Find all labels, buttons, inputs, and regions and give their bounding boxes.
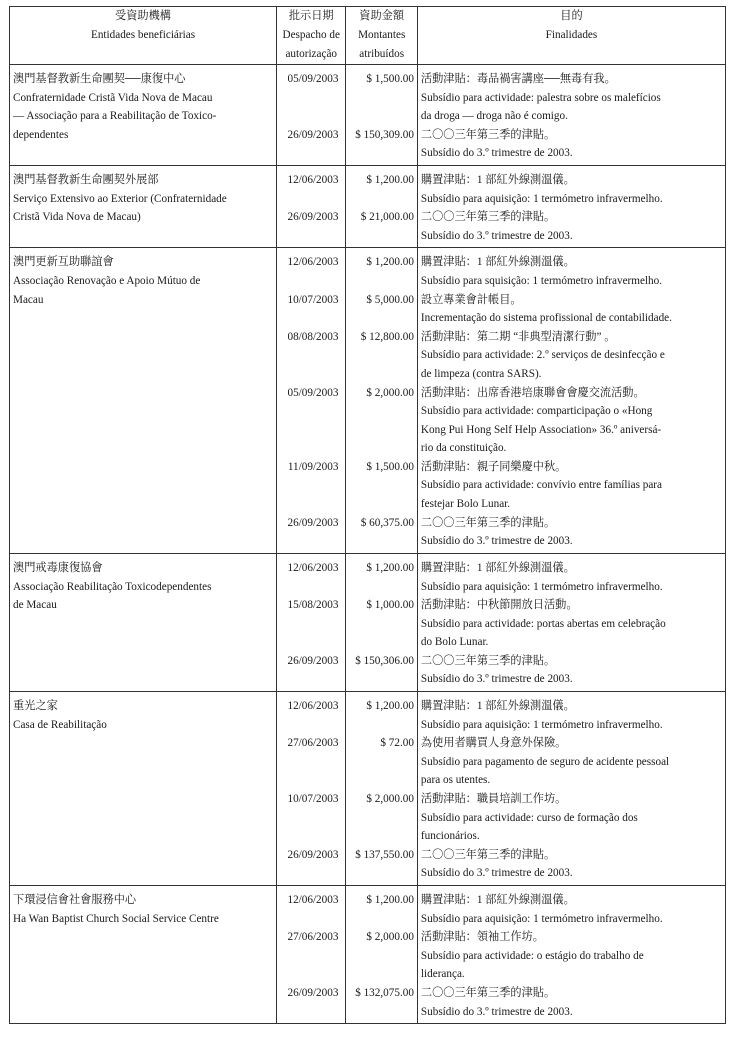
approval-date: 08/08/2003: [287, 330, 339, 343]
purpose-entry: [421, 891, 722, 928]
purpose-entry: [421, 126, 722, 163]
purpose-cell: [417, 886, 725, 1024]
entity-cell: [10, 553, 277, 691]
purpose-line: funcionários.: [420, 830, 480, 843]
entity-cell: [10, 248, 277, 554]
approval-date: 11/09/2003: [287, 460, 339, 473]
subsidy-amount: $ 1,200.00: [366, 561, 414, 574]
purpose-line: 二〇〇三年第三季的津貼。: [420, 848, 556, 861]
approval-date: 27/06/2003: [287, 931, 339, 944]
approval-date: 10/07/2003: [287, 293, 339, 306]
amount-cell: [346, 886, 417, 1024]
purpose-line: para os utentes.: [420, 774, 491, 787]
purpose-line: 活動津貼：親子同樂慶中秋。: [420, 460, 567, 473]
purpose-entry: [421, 253, 722, 290]
entity-group: [10, 886, 726, 1024]
subsidy-amount: $ 150,306.00: [355, 654, 414, 667]
date-cell: [277, 692, 346, 886]
approval-date: 05/09/2003: [287, 73, 339, 85]
purpose-line: 為使用者購買人身意外保險。: [420, 737, 567, 750]
entity-group: [10, 248, 726, 554]
purpose-entry: [421, 171, 722, 208]
purpose-entry: [421, 652, 722, 689]
purpose-line: 活動津貼：毒品禍害講座──無毒有我。: [420, 73, 616, 85]
date-cell: [277, 165, 346, 247]
approval-date: 27/06/2003: [287, 737, 339, 750]
approval-date: 12/06/2003: [287, 173, 339, 186]
purpose-line: rio da constituição.: [420, 442, 507, 455]
purpose-entry: [421, 790, 722, 846]
approval-date: 26/09/2003: [287, 987, 339, 1000]
purpose-entry: [421, 458, 722, 514]
purpose-entry: [421, 734, 722, 790]
subsidy-amount: $ 2,000.00: [366, 793, 414, 806]
entity-cell: [10, 65, 277, 166]
header-amount-pt1: Montantes: [358, 29, 406, 41]
amount-cell: [346, 692, 417, 886]
purpose-line: Subsídio para aquisição: 1 termómetro infravermelho.: [420, 192, 663, 205]
table-row: [10, 65, 726, 166]
entity-group: [10, 553, 726, 691]
approval-date: 05/09/2003: [287, 386, 339, 399]
entity-name-line: Ha Wan Baptist Church Social Service Centre: [13, 912, 219, 925]
purpose-line: de limpeza (contra SARS).: [420, 367, 542, 380]
purpose-line: Subsídio para squisição: 1 termómetro infravermelho.: [420, 274, 663, 287]
purpose-line: 購置津貼：1 部紅外線測溫儀。: [420, 256, 575, 269]
subsidy-amount: $ 21,000.00: [360, 211, 414, 224]
approval-date: 12/06/2003: [287, 561, 339, 574]
purpose-line: 二〇〇三年第三季的津貼。: [420, 211, 556, 224]
subsidy-amount: $ 137,550.00: [355, 848, 414, 861]
purpose-line: liderança.: [420, 968, 465, 981]
entity-name-line: 澳門戒毒康復協會: [13, 561, 103, 574]
amount-cell: [346, 65, 417, 166]
purpose-line: 購置津貼：1 部紅外線測溫儀。: [420, 561, 575, 574]
header-date-pt2: autorização: [285, 48, 338, 60]
amount-cell: [346, 248, 417, 554]
entity-name-line: Macau: [13, 293, 44, 306]
header-entity: [10, 7, 277, 65]
entity-name-line: Associação Renovação e Apoio Mútuo de: [13, 274, 201, 287]
approval-date: 12/06/2003: [287, 894, 339, 907]
purpose-line: Subsídio do 3.º trimestre de 2003.: [420, 1005, 573, 1018]
subsidy-amount: $ 1,200.00: [366, 894, 414, 907]
table-header: [10, 7, 726, 65]
purpose-line: 購置津貼：1 部紅外線測溫儀。: [420, 894, 575, 907]
purpose-line: Kong Pui Hong Self Help Association» 36.º aniversá-: [420, 423, 662, 436]
entity-name-line: dependentes: [13, 128, 69, 141]
approval-date: 26/09/2003: [287, 211, 339, 224]
header-purpose-zh: 目的: [560, 10, 583, 22]
purpose-line: 二〇〇三年第三季的津貼。: [420, 516, 556, 529]
entity-name-line: — Associação para a Reabilitação de Toxico-: [13, 110, 217, 123]
purpose-entry: [421, 291, 722, 328]
entity-name-line: Confraternidade Cristã Vida Nova de Macau: [13, 91, 213, 104]
subsidy-amount: $ 1,200.00: [366, 256, 414, 269]
purpose-line: festejar Bolo Lunar.: [420, 498, 511, 511]
approval-date: 26/09/2003: [287, 848, 339, 861]
date-cell: [277, 553, 346, 691]
purpose-entry: [421, 984, 722, 1021]
purpose-cell: [417, 165, 725, 247]
table-row: [10, 553, 726, 691]
purpose-line: Subsídio do 3.º trimestre de 2003.: [420, 867, 573, 880]
approval-date: 12/06/2003: [287, 700, 339, 713]
purpose-cell: [417, 553, 725, 691]
entity-name-line: 下環浸信會社會服務中心: [13, 894, 137, 907]
purpose-line: da droga — droga não é comigo.: [420, 110, 568, 123]
header-entity-zh: 受資助機構: [115, 10, 171, 22]
subsidy-amount: $ 1,500.00: [366, 460, 414, 473]
entity-cell: [10, 165, 277, 247]
purpose-entry: [421, 328, 722, 384]
purpose-line: 二〇〇三年第三季的津貼。: [420, 654, 556, 667]
subsidy-amount: $ 60,375.00: [360, 516, 414, 529]
entity-group: [10, 65, 726, 166]
entity-name-line: Associação Reabilitação Toxicodependentes: [13, 580, 212, 593]
purpose-line: Subsídio para actividade: curso de formação dos: [420, 811, 638, 824]
subsidy-amount: $ 1,200.00: [366, 700, 414, 713]
purpose-cell: [417, 65, 725, 166]
purpose-line: Subsídio para aquisição: 1 termómetro infravermelho.: [420, 912, 663, 925]
table-row: [10, 165, 726, 247]
entity-name-line: Casa de Reabilitação: [13, 718, 107, 731]
purpose-entry: [421, 70, 722, 126]
purpose-line: Subsídio para actividade: convívio entre famílias para: [420, 479, 662, 492]
subsidy-amount: $ 2,000.00: [366, 386, 414, 399]
purpose-line: do Bolo Lunar.: [420, 636, 489, 649]
purpose-line: Subsídio para aquisição: 1 termómetro infravermelho.: [420, 580, 663, 593]
entity-name-line: 重光之家: [13, 700, 58, 713]
purpose-line: 活動津貼：中秋節開放日活動。: [420, 599, 578, 612]
purpose-line: 活動津貼：職員培訓工作坊。: [420, 793, 567, 806]
subsidy-amount: $ 5,000.00: [366, 293, 414, 306]
subsidy-amount: $ 150,309.00: [355, 128, 414, 141]
entity-name-line: de Macau: [13, 599, 57, 612]
purpose-line: 購置津貼：1 部紅外線測溫儀。: [420, 173, 575, 186]
header-amount-pt2: atribuídos: [359, 48, 405, 60]
entity-name-line: 澳門基督教新生命團契外展部: [13, 173, 159, 186]
amount-cell: [346, 553, 417, 691]
purpose-line: 二〇〇三年第三季的津貼。: [420, 987, 556, 1000]
purpose-line: 購置津貼：1 部紅外線測溫儀。: [420, 700, 575, 713]
purpose-line: 設立專業會計帳目。: [420, 293, 522, 306]
subsidy-amount: $ 72.00: [380, 737, 414, 750]
purpose-line: 活動津貼：領袖工作坊。: [420, 931, 544, 944]
entity-cell: [10, 692, 277, 886]
entity-name-line: 澳門基督教新生命團契──康復中心: [13, 73, 186, 85]
entity-group: [10, 692, 726, 886]
table-row: [10, 886, 726, 1024]
header-purpose-pt: Finalidades: [545, 29, 598, 41]
purpose-line: Subsídio para actividade: palestra sobre os malefícios: [420, 91, 661, 104]
purpose-entry: [421, 514, 722, 551]
header-date: [277, 7, 346, 65]
approval-date: 26/09/2003: [287, 516, 339, 529]
purpose-line: 活動津貼：出席香港培康聯會會慶交流活動。: [420, 386, 645, 399]
entity-group: [10, 165, 726, 247]
purpose-line: Subsídio do 3.º trimestre de 2003.: [420, 229, 573, 242]
purpose-line: 二〇〇三年第三季的津貼。: [420, 128, 556, 141]
approval-date: 15/08/2003: [287, 599, 339, 612]
approval-date: 10/07/2003: [287, 793, 339, 806]
purpose-entry: [421, 928, 722, 984]
header-date-pt1: Despacho de: [282, 29, 340, 41]
amount-cell: [346, 165, 417, 247]
subsidy-amount: $ 1,500.00: [366, 73, 414, 85]
header-amount-zh: 資助金額: [359, 10, 405, 22]
purpose-line: Subsídio do 3.º trimestre de 2003.: [420, 673, 573, 686]
purpose-line: Subsídio para aquisição: 1 termómetro infravermelho.: [420, 718, 663, 731]
approval-date: 12/06/2003: [287, 256, 339, 269]
date-cell: [277, 65, 346, 166]
subsidy-amount: $ 1,200.00: [366, 173, 414, 186]
entity-cell: [10, 886, 277, 1024]
purpose-entry: [421, 697, 722, 734]
approval-date: 26/09/2003: [287, 654, 339, 667]
subsidy-amount: $ 1,000.00: [366, 599, 414, 612]
purpose-entry: [421, 208, 722, 245]
purpose-line: Subsídio para actividade: 2.º serviços de desinfecção e: [420, 349, 665, 362]
purpose-entry: [421, 846, 722, 883]
purpose-cell: [417, 248, 725, 554]
subsidy-amount: $ 12,800.00: [360, 330, 414, 343]
purpose-line: Subsídio do 3.º trimestre de 2003.: [420, 147, 573, 160]
table-row: [10, 248, 726, 554]
date-cell: [277, 248, 346, 554]
purpose-line: Subsídio para actividade: o estágio do trabalho de: [420, 949, 644, 962]
purpose-line: Subsídio do 3.º trimestre de 2003.: [420, 535, 573, 548]
approval-date: 26/09/2003: [287, 128, 339, 141]
subsidy-table: [9, 6, 726, 1024]
purpose-line: Subsídio para actividade: portas abertas em celebração: [420, 617, 666, 630]
purpose-line: Subsídio para pagamento de seguro de acidente pessoal: [420, 755, 670, 768]
entity-name-line: Serviço Extensivo ao Exterior (Confraternidade: [13, 192, 227, 205]
purpose-entry: [421, 596, 722, 652]
purpose-line: Subsídio para actividade: comparticipação o «Hong: [420, 405, 653, 418]
entity-name-line: Cristã Vida Nova de Macau): [13, 211, 141, 224]
header-purpose: [417, 7, 725, 65]
entity-name-line: 澳門更新互助聯誼會: [13, 256, 114, 269]
purpose-line: 活動津貼：第二期 “非典型清潔行動” 。: [420, 330, 616, 343]
subsidy-amount: $ 132,075.00: [355, 987, 414, 1000]
purpose-entry: [421, 384, 722, 458]
header-date-zh: 批示日期: [288, 10, 334, 22]
header-entity-pt: Entidades beneficiárias: [90, 29, 196, 41]
purpose-line: Incrementação do sistema profissional de contabilidade.: [420, 312, 672, 325]
subsidy-amount: $ 2,000.00: [366, 931, 414, 944]
purpose-cell: [417, 692, 725, 886]
header-amount: [346, 7, 417, 65]
date-cell: [277, 886, 346, 1024]
purpose-entry: [421, 559, 722, 596]
table-row: [10, 692, 726, 886]
